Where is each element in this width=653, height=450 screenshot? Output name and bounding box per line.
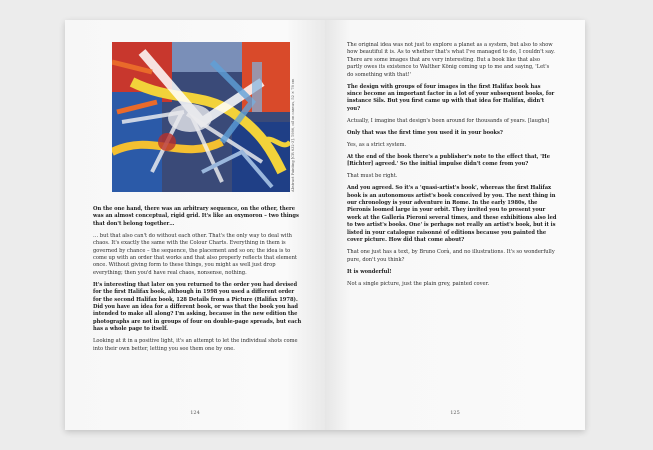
paragraph: It's interesting that later on you returned to the order you had devised for the first Halifax book, although in 1998 you used a different order for the second Halifax book, 128 Details from a Picture (Halifax 1978). Did you have an idea for a different book, or was that the book you had intended to make all along? I'm asking, because in the new edition the photographs are not in groups of four on double-page spreads, but each has a whole page to itself. bbox=[93, 281, 302, 333]
paragraph: Yes, as a strict system. bbox=[347, 141, 407, 148]
book-spread bbox=[65, 20, 585, 430]
paragraph: Only that was the first time you used it in your books? bbox=[347, 129, 503, 136]
paragraph: And you agreed. So it's a 'quasi-artist's book', whereas the first Halifax book is an autonomous artist's book conceived by you. The next thing in our chronology is your adventure in Rome. In the early 1980s, the Pieronis loomed large in your orbit. They invited you to present your work at the Galleria Pieroni several times, and these exhibitions also led to two artist's books. One' is perhaps not really an artist's book, but it is listed in your catalogue raisonné of editions because you painted the cover picture. How did that come about? bbox=[347, 185, 557, 244]
image-caption: Abstract Painting [CR 632-3], 1986, oil on canvas, 52 × 78 cm bbox=[291, 78, 295, 192]
paragraph: That one just has a text, by Bruno Corà, and no illustrations. It's so wonderfully pure, don't you think? bbox=[347, 249, 555, 263]
left-page bbox=[65, 20, 325, 430]
page-number: 124 bbox=[190, 410, 200, 416]
right-page bbox=[325, 20, 585, 430]
paragraph: On the one hand, there was an arbitrary sequence, on the other, there was an almost conceptual, rigid grid. It's like an oxymoron – two things that don't belong together… bbox=[93, 206, 299, 227]
left-body-text bbox=[93, 206, 303, 358]
paragraph: At the end of the book there's a publisher's note to the effect that, 'He [Richter] agreed.' So the initial impulse didn't come from you? bbox=[347, 153, 550, 168]
paragraph: Not a single picture, just the plain grey, painted cover. bbox=[347, 280, 490, 287]
page-number: 125 bbox=[450, 410, 460, 416]
abstract-painting-image bbox=[112, 42, 290, 192]
paragraph: It is wonderful! bbox=[347, 268, 392, 275]
paragraph: … but that also can't do without each other. That's the only way to deal with chaos. It's exactly the same with the Colour Charts. Everything in them is governed by chance – the sequence, the placement and so on; the idea is to come up with an order that works and that also properly reflects that element once. Without giving form to these things, you might as well just drop everything; then you'd have real chaos, nonsense, nothing. bbox=[93, 232, 297, 276]
paragraph: That must be right. bbox=[347, 173, 398, 180]
paragraph: Actually, I imagine that design's been around for thousands of years. [laughs] bbox=[347, 117, 550, 124]
right-body-text bbox=[347, 42, 557, 293]
paragraph: Looking at it in a positive light, it's an attempt to let the individual shots come into their own better, letting you see them one by one. bbox=[93, 338, 298, 352]
paragraph: The design with groups of four images in the first Halifax book has since become an important factor in a lot of your subsequent books, for instance Sils. But you first came up with that idea for Halifax, didn't you? bbox=[347, 83, 555, 112]
paragraph: The original idea was not just to explore a planet as a system, but also to show how beautiful it is. As to whether that's what I've managed to do, I couldn't say. There are some images that are very interesting. But a book like that also partly owes its existence to Walther König coming up to me and saying, 'Let's do something with that!' bbox=[347, 42, 555, 78]
